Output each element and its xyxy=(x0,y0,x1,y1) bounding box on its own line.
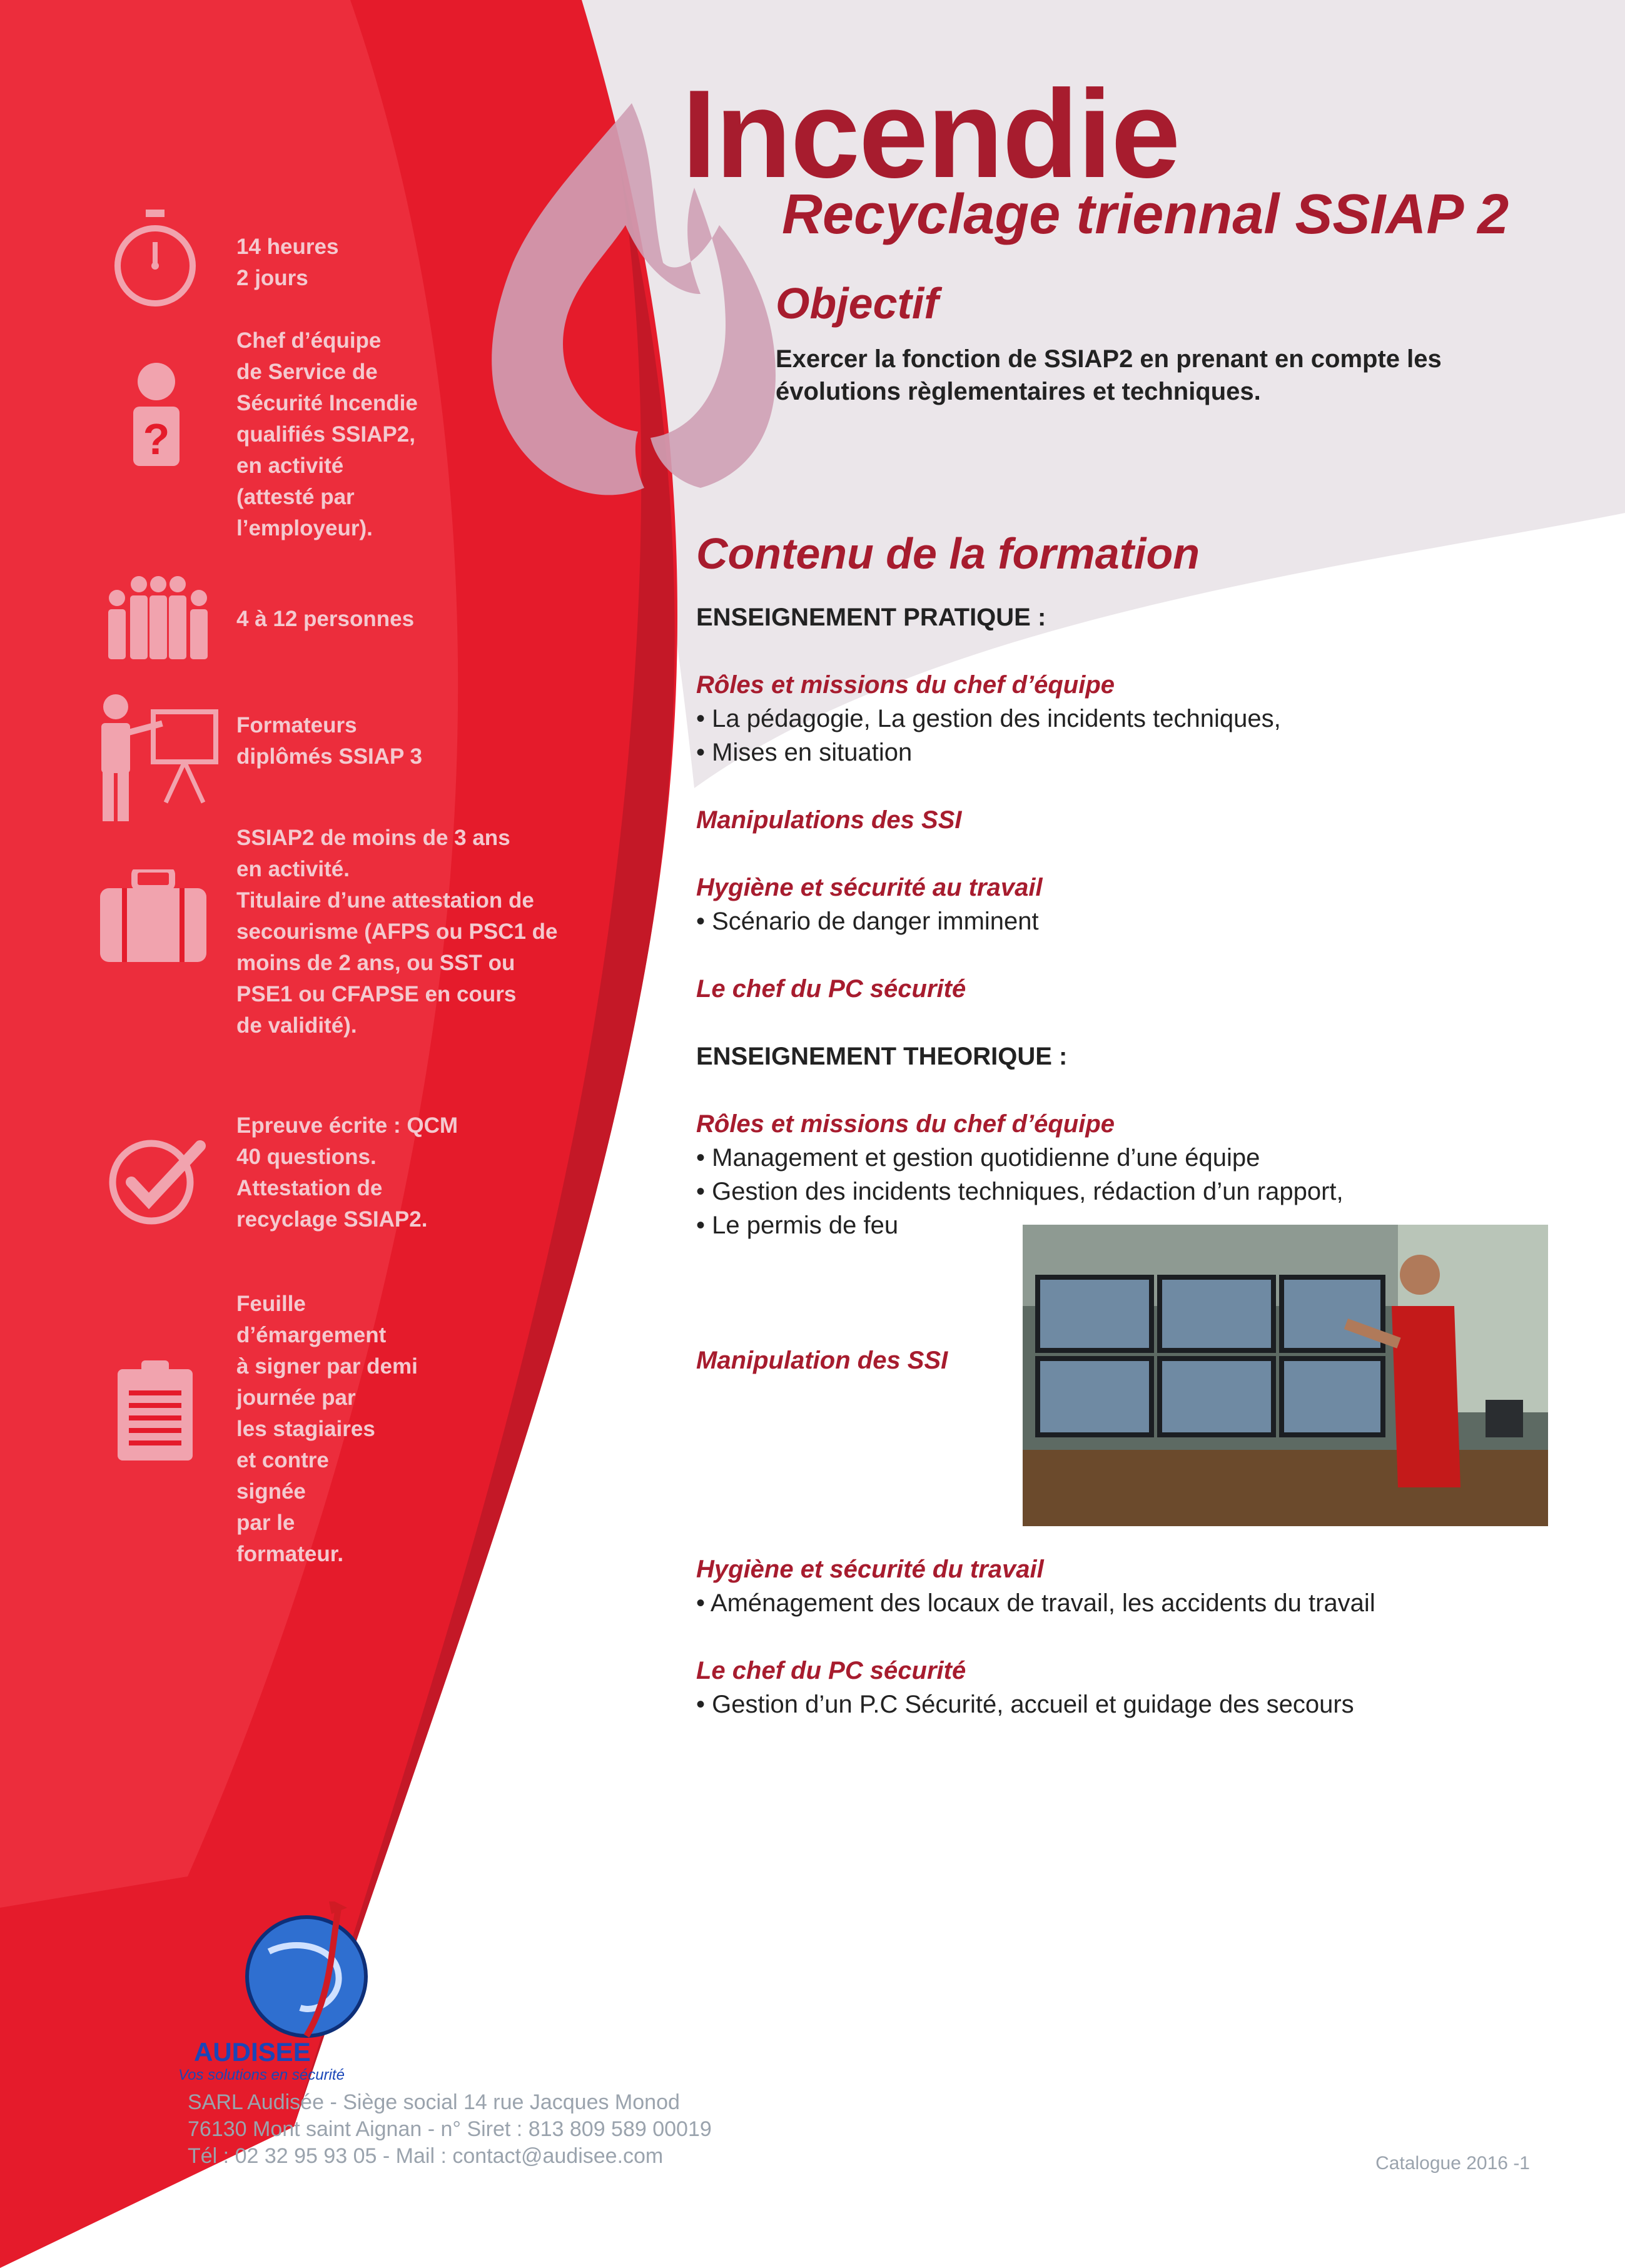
sidebar-text-trainers: Formateurs diplômés SSIAP 3 xyxy=(236,713,422,769)
footer-line: Tél : 02 32 95 93 05 - Mail : contact@audisee.com xyxy=(188,2144,664,2168)
list-item: • Le permis de feu xyxy=(696,1212,899,1239)
audisee-logo xyxy=(175,1901,450,2083)
footer-address xyxy=(188,2089,712,2170)
content-body xyxy=(696,600,1547,1721)
pratique-caption: ENSEIGNEMENT PRATIQUE : xyxy=(696,604,1046,631)
list-item: • La pédagogie, La gestion des incidents techniques, xyxy=(696,705,1281,732)
list-item: • Scénario de danger imminent xyxy=(696,908,1039,935)
theorique-caption: ENSEIGNEMENT THEORIQUE : xyxy=(696,1043,1068,1070)
svg-text:?: ? xyxy=(143,415,170,463)
theorique-section-title: Le chef du PC sécurité xyxy=(696,1657,966,1684)
catalog-page-label: Catalogue 2016 -1 xyxy=(1375,2153,1530,2174)
sidebar-text-attendance: Feuille d’émargement à signer par demi journée par les stagiaires et contre signée par le formateur. xyxy=(236,1292,418,1566)
page-title: Incendie xyxy=(682,64,1180,204)
theorique-section-title: Rôles et missions du chef d’équipe xyxy=(696,1110,1115,1138)
sidebar-text-prerequisites: SSIAP2 de moins de 3 ans en activité. Titulaire d’une attestation de secourisme (AFPS ou PSC1 de moins de 2 ans, ou SST ou PSE1 ou CFAPSE en cours de validité). xyxy=(236,826,558,1038)
footer-line: SARL Audisée - Siège social 14 rue Jacques Monod xyxy=(188,2090,680,2114)
footer-line: 76130 Mont saint Aignan - n° Siret : 813 809 589 00019 xyxy=(188,2117,712,2141)
sidebar-text-group-size: 4 à 12 personnes xyxy=(236,607,415,631)
list-item: • Management et gestion quotidienne d’une équipe xyxy=(696,1144,1260,1172)
clipboard-icon xyxy=(118,1360,193,1461)
list-item: • Mises en situation xyxy=(696,739,913,766)
list-item: • Gestion d’un P.C Sécurité, accueil et guidage des secours xyxy=(696,1691,1354,1718)
list-item: • Gestion des incidents techniques, rédaction d’un rapport, xyxy=(696,1178,1344,1205)
checkmark-icon xyxy=(106,1133,206,1227)
page-subtitle: Recyclage triennal SSIAP 2 xyxy=(782,183,1509,246)
sidebar-text-duration: 14 heures 2 jours xyxy=(236,235,339,290)
pratique-section-title: Manipulations des SSI xyxy=(696,806,962,834)
logo-tagline: Vos solutions en sécurité xyxy=(178,2067,345,2083)
logo-name: AUDISEE xyxy=(194,2037,311,2067)
stopwatch-icon xyxy=(111,210,199,310)
content-heading: Contenu de la formation xyxy=(696,529,1200,578)
pratique-section-title: Rôles et missions du chef d’équipe xyxy=(696,671,1115,699)
sidebar-text-audience: Chef d’équipe de Service de Sécurité Incendie qualifiés SSIAP2, en activité (attesté par l’employeur). xyxy=(236,328,418,540)
sidebar-text-evaluation: Epreuve écrite : QCM 40 questions. Attestation de recyclage SSIAP2. xyxy=(236,1113,458,1232)
pratique-section-title: Hygiène et sécurité au travail xyxy=(696,874,1043,901)
control-room-photo xyxy=(1023,1225,1548,1526)
briefcase-icon xyxy=(100,869,206,963)
list-item: • Aménagement des locaux de travail, les accidents du travail xyxy=(696,1589,1375,1617)
group-icon xyxy=(103,574,213,662)
objective-text: Exercer la fonction de SSIAP2 en prenant en compte les évolutions règlementaires et techniques. xyxy=(776,345,1442,405)
objective-heading: Objectif xyxy=(776,279,939,328)
theorique-section-title: Manipulation des SSI xyxy=(696,1347,948,1374)
pratique-section-title: Le chef du PC sécurité xyxy=(696,975,966,1003)
theorique-section-title: Hygiène et sécurité du travail xyxy=(696,1556,1044,1583)
person-question-icon xyxy=(128,362,185,468)
trainer-board-icon xyxy=(94,693,225,824)
